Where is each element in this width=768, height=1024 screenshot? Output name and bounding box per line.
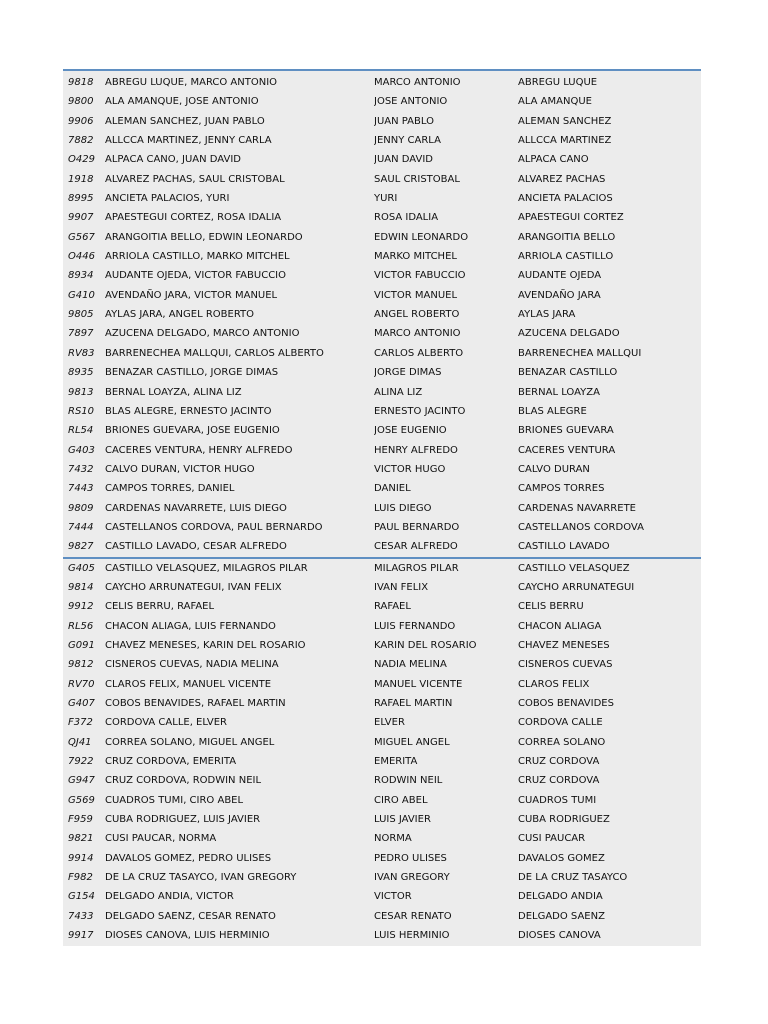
table-row xyxy=(63,733,701,752)
row-first-names: ALINA LIZ xyxy=(374,386,423,398)
row-full-name: CUADROS TUMI, CIRO ABEL xyxy=(105,794,244,806)
table-row xyxy=(63,675,701,694)
row-last-names: APAESTEGUI CORTEZ xyxy=(518,212,624,224)
row-last-names: ALVAREZ PACHAS xyxy=(518,173,606,185)
roster-table xyxy=(63,73,701,945)
row-full-name: ALA AMANQUE, JOSE ANTONIO xyxy=(105,96,259,108)
row-code: RV83 xyxy=(68,347,95,359)
row-code: 8935 xyxy=(68,367,94,379)
row-full-name: ANCIETA PALACIOS, YURI xyxy=(105,193,230,205)
row-last-names: DE LA CRUZ TASAYCO xyxy=(518,872,628,884)
row-last-names: ARRIOLA CASTILLO xyxy=(518,251,614,263)
row-first-names: NADIA MELINA xyxy=(374,659,447,671)
row-last-names: CASTELLANOS CORDOVA xyxy=(518,521,644,533)
row-code: 9813 xyxy=(68,386,94,398)
row-last-names: BLAS ALEGRE xyxy=(518,405,587,417)
table-row xyxy=(63,73,701,92)
row-last-names: CUBA RODRIGUEZ xyxy=(518,814,610,826)
row-code: G154 xyxy=(68,891,95,903)
table-row xyxy=(63,752,701,771)
table-row xyxy=(63,713,701,732)
row-full-name: CALVO DURAN, VICTOR HUGO xyxy=(105,463,255,475)
table-row xyxy=(63,907,701,926)
row-full-name: CLAROS FELIX, MANUEL VICENTE xyxy=(105,678,272,690)
row-code: QJ41 xyxy=(68,736,92,748)
table-row xyxy=(63,829,701,848)
row-first-names: EMERITA xyxy=(374,756,418,768)
row-code: G405 xyxy=(68,562,95,574)
table-row xyxy=(63,247,701,266)
row-full-name: AVENDAÑO JARA, VICTOR MANUEL xyxy=(105,289,278,301)
row-last-names: BERNAL LOAYZA xyxy=(518,386,600,398)
row-first-names: RAFAEL MARTIN xyxy=(374,698,453,709)
row-code: 9805 xyxy=(68,309,94,321)
table-row xyxy=(63,228,701,247)
row-last-names: ABREGU LUQUE xyxy=(518,77,598,88)
row-first-names: JOSE ANTONIO xyxy=(374,96,448,108)
table-row xyxy=(63,771,701,790)
row-first-names: LUIS HERMINIO xyxy=(374,930,450,942)
row-first-names: IVAN FELIX xyxy=(374,581,429,593)
row-code: 7433 xyxy=(68,910,94,922)
row-last-names: DIOSES CANOVA xyxy=(518,930,601,942)
row-full-name: ARANGOITIA BELLO, EDWIN LEONARDO xyxy=(105,231,303,243)
row-last-names: CELIS BERRU xyxy=(518,601,584,613)
row-code: RS10 xyxy=(68,405,95,417)
row-full-name: ALVAREZ PACHAS, SAUL CRISTOBAL xyxy=(105,173,285,185)
row-first-names: MANUEL VICENTE xyxy=(374,678,463,690)
row-first-names: CESAR RENATO xyxy=(374,910,452,922)
table-row xyxy=(63,131,701,150)
row-first-names: JOSE EUGENIO xyxy=(374,425,447,437)
row-code: 9912 xyxy=(68,601,94,613)
row-last-names: CASTILLO LAVADO xyxy=(518,541,610,553)
row-first-names: JUAN DAVID xyxy=(374,154,433,166)
row-full-name: CAYCHO ARRUNATEGUI, IVAN FELIX xyxy=(105,581,282,593)
row-first-names: ANGEL ROBERTO xyxy=(374,309,460,321)
row-first-names: RAFAEL xyxy=(374,601,411,613)
table-row xyxy=(63,791,701,810)
row-code: 9907 xyxy=(68,212,94,224)
row-first-names: VICTOR xyxy=(374,891,412,903)
row-last-names: ARANGOITIA BELLO xyxy=(518,231,616,243)
row-code: 9800 xyxy=(68,96,94,108)
row-code: 7443 xyxy=(68,483,94,495)
row-first-names: ERNESTO JACINTO xyxy=(374,405,466,417)
row-full-name: CASTELLANOS CORDOVA, PAUL BERNARDO xyxy=(105,521,323,533)
table-row xyxy=(63,636,701,655)
row-full-name: BENAZAR CASTILLO, JORGE DIMAS xyxy=(105,367,279,379)
row-last-names: CRUZ CORDOVA xyxy=(518,756,600,768)
row-last-names: AZUCENA DELGADO xyxy=(518,328,620,340)
row-code: G410 xyxy=(68,289,95,301)
table-row xyxy=(63,402,701,421)
table-row xyxy=(63,363,701,382)
row-first-names: SAUL CRISTOBAL xyxy=(374,173,460,185)
row-full-name: CHAVEZ MENESES, KARIN DEL ROSARIO xyxy=(105,639,306,651)
row-first-names: CESAR ALFREDO xyxy=(374,541,458,553)
row-last-names: ALPACA CANO xyxy=(518,154,589,166)
row-full-name: CELIS BERRU, RAFAEL xyxy=(105,601,215,613)
row-first-names: VICTOR HUGO xyxy=(374,463,446,475)
row-last-names: CORDOVA CALLE xyxy=(518,717,603,729)
row-code: 9818 xyxy=(68,77,94,88)
row-first-names: JENNY CARLA xyxy=(374,135,441,147)
table-row xyxy=(63,305,701,324)
table-row xyxy=(63,810,701,829)
row-last-names: CUSI PAUCAR xyxy=(518,833,586,845)
table-row xyxy=(63,868,701,887)
row-full-name: ARRIOLA CASTILLO, MARKO MITCHEL xyxy=(105,251,290,263)
row-last-names: BENAZAR CASTILLO xyxy=(518,367,618,379)
row-full-name: DE LA CRUZ TASAYCO, IVAN GREGORY xyxy=(105,872,297,884)
row-full-name: ABREGU LUQUE, MARCO ANTONIO xyxy=(105,77,278,88)
row-code: G569 xyxy=(68,794,95,806)
row-last-names: CLAROS FELIX xyxy=(518,678,590,690)
row-code: G947 xyxy=(68,775,95,787)
row-full-name: DELGADO SAENZ, CESAR RENATO xyxy=(105,910,276,922)
row-first-names: VICTOR FABUCCIO xyxy=(374,270,466,282)
row-full-name: BERNAL LOAYZA, ALINA LIZ xyxy=(105,386,242,398)
row-full-name: ALLCCA MARTINEZ, JENNY CARLA xyxy=(105,135,272,147)
row-code: RL54 xyxy=(68,425,94,437)
roster-sheet xyxy=(63,69,701,946)
row-first-names: JUAN PABLO xyxy=(374,115,434,127)
row-last-names: ANCIETA PALACIOS xyxy=(518,193,613,205)
row-code: 1918 xyxy=(68,173,94,185)
row-full-name: ALEMAN SANCHEZ, JUAN PABLO xyxy=(105,115,265,127)
table-row xyxy=(63,266,701,285)
row-last-names: CAYCHO ARRUNATEGUI xyxy=(518,581,635,593)
row-code: O429 xyxy=(68,154,95,166)
row-code: 7432 xyxy=(68,463,94,475)
row-first-names: LUIS DIEGO xyxy=(374,502,432,514)
row-code: F982 xyxy=(68,872,93,884)
row-last-names: CRUZ CORDOVA xyxy=(518,775,600,787)
row-full-name: CACERES VENTURA, HENRY ALFREDO xyxy=(105,444,293,456)
row-full-name: DIOSES CANOVA, LUIS HERMINIO xyxy=(105,930,270,942)
table-row xyxy=(63,694,701,713)
row-full-name: BLAS ALEGRE, ERNESTO JACINTO xyxy=(105,405,272,417)
row-first-names: CARLOS ALBERTO xyxy=(374,347,464,359)
row-last-names: ALA AMANQUE xyxy=(518,96,592,108)
row-code: 7897 xyxy=(68,328,94,340)
row-code: 7444 xyxy=(68,521,94,533)
row-last-names: BARRENECHEA MALLQUI xyxy=(518,347,642,359)
row-first-names: MIGUEL ANGEL xyxy=(374,736,450,748)
row-first-names: JORGE DIMAS xyxy=(374,367,442,379)
row-code: RV70 xyxy=(68,678,95,690)
row-first-names: PEDRO ULISES xyxy=(374,852,447,864)
row-last-names: DELGADO SAENZ xyxy=(518,910,605,922)
table-row xyxy=(63,849,701,868)
row-first-names: MARCO ANTONIO xyxy=(374,77,461,88)
row-last-names: CALVO DURAN xyxy=(518,463,590,475)
row-first-names: RODWIN NEIL xyxy=(374,775,443,787)
row-full-name: APAESTEGUI CORTEZ, ROSA IDALIA xyxy=(105,212,282,224)
row-last-names: CAMPOS TORRES xyxy=(518,483,605,495)
table-row xyxy=(63,926,701,945)
row-first-names: CIRO ABEL xyxy=(374,794,428,806)
row-full-name: CORREA SOLANO, MIGUEL ANGEL xyxy=(105,736,275,748)
row-code: 9821 xyxy=(68,833,94,845)
row-last-names: CHACON ALIAGA xyxy=(518,620,602,632)
table-row xyxy=(63,559,701,578)
row-first-names: LUIS FERNANDO xyxy=(374,620,456,632)
row-last-names: ALEMAN SANCHEZ xyxy=(518,115,612,127)
row-full-name: CAMPOS TORRES, DANIEL xyxy=(105,483,235,495)
table-row xyxy=(63,92,701,111)
row-code: 9809 xyxy=(68,502,94,514)
row-full-name: DAVALOS GOMEZ, PEDRO ULISES xyxy=(105,852,272,864)
row-last-names: AYLAS JARA xyxy=(518,309,576,321)
table-row xyxy=(63,112,701,131)
row-full-name: AYLAS JARA, ANGEL ROBERTO xyxy=(105,309,255,321)
table-row xyxy=(63,655,701,674)
row-code: G407 xyxy=(68,698,95,709)
row-code: 9827 xyxy=(68,541,94,553)
row-full-name: CASTILLO LAVADO, CESAR ALFREDO xyxy=(105,541,287,553)
row-first-names: LUIS JAVIER xyxy=(374,814,431,826)
row-full-name: CRUZ CORDOVA, RODWIN NEIL xyxy=(105,775,262,787)
row-code: 9914 xyxy=(68,852,94,864)
row-full-name: CRUZ CORDOVA, EMERITA xyxy=(105,756,237,768)
row-full-name: DELGADO ANDIA, VICTOR xyxy=(105,891,234,903)
table-row xyxy=(63,499,701,518)
row-code: 7922 xyxy=(68,756,94,768)
row-code: F959 xyxy=(68,814,93,826)
table-row xyxy=(63,597,701,616)
row-last-names: AUDANTE OJEDA xyxy=(518,270,602,282)
row-last-names: COBOS BENAVIDES xyxy=(518,698,614,709)
row-code: 9917 xyxy=(68,930,94,942)
table-row xyxy=(63,537,701,558)
row-code: F372 xyxy=(68,717,93,729)
row-last-names: DELGADO ANDIA xyxy=(518,891,603,903)
row-code: G567 xyxy=(68,231,95,243)
row-code: 9812 xyxy=(68,659,94,671)
row-full-name: CARDENAS NAVARRETE, LUIS DIEGO xyxy=(105,502,287,514)
table-row xyxy=(63,887,701,906)
row-code: G091 xyxy=(68,639,95,651)
row-full-name: CUSI PAUCAR, NORMA xyxy=(105,833,217,845)
row-code: 8934 xyxy=(68,270,94,282)
row-code: 8995 xyxy=(68,193,94,205)
row-first-names: IVAN GREGORY xyxy=(374,872,450,884)
row-last-names: ALLCCA MARTINEZ xyxy=(518,135,612,147)
row-full-name: CISNEROS CUEVAS, NADIA MELINA xyxy=(105,659,279,671)
row-last-names: BRIONES GUEVARA xyxy=(518,425,614,437)
row-last-names: DAVALOS GOMEZ xyxy=(518,852,605,864)
row-code: O446 xyxy=(68,251,95,263)
row-first-names: HENRY ALFREDO xyxy=(374,444,458,456)
row-full-name: CASTILLO VELASQUEZ, MILAGROS PILAR xyxy=(105,562,308,574)
table-row xyxy=(63,441,701,460)
row-code: 9814 xyxy=(68,581,94,593)
row-code: G403 xyxy=(68,444,95,456)
row-code: 7882 xyxy=(68,135,94,147)
row-first-names: MARCO ANTONIO xyxy=(374,328,461,340)
row-first-names: EDWIN LEONARDO xyxy=(374,231,469,243)
row-first-names: PAUL BERNARDO xyxy=(374,521,460,533)
row-last-names: CORREA SOLANO xyxy=(518,736,606,748)
row-first-names: MARKO MITCHEL xyxy=(374,251,457,263)
row-full-name: AUDANTE OJEDA, VICTOR FABUCCIO xyxy=(105,270,286,282)
row-last-names: CHAVEZ MENESES xyxy=(518,639,610,651)
row-last-names: CUADROS TUMI xyxy=(518,794,597,806)
row-last-names: AVENDAÑO JARA xyxy=(518,289,601,301)
row-first-names: DANIEL xyxy=(374,483,411,495)
table-row xyxy=(63,479,701,498)
row-first-names: NORMA xyxy=(374,833,412,845)
row-first-names: ELVER xyxy=(374,717,405,729)
row-full-name: AZUCENA DELGADO, MARCO ANTONIO xyxy=(105,328,300,340)
table-row xyxy=(63,208,701,227)
row-first-names: MILAGROS PILAR xyxy=(374,562,459,574)
row-full-name: CHACON ALIAGA, LUIS FERNANDO xyxy=(105,620,276,632)
row-code: RL56 xyxy=(68,620,94,632)
row-first-names: KARIN DEL ROSARIO xyxy=(374,639,477,651)
table-row xyxy=(63,170,701,189)
row-full-name: BARRENECHEA MALLQUI, CARLOS ALBERTO xyxy=(105,347,324,359)
row-first-names: ROSA IDALIA xyxy=(374,212,439,224)
table-row xyxy=(63,617,701,636)
table-row xyxy=(63,460,701,479)
row-full-name: BRIONES GUEVARA, JOSE EUGENIO xyxy=(105,425,280,437)
table-row xyxy=(63,421,701,440)
row-full-name: ALPACA CANO, JUAN DAVID xyxy=(105,154,241,166)
row-last-names: CACERES VENTURA xyxy=(518,444,616,456)
table-row xyxy=(63,150,701,169)
row-code: 9906 xyxy=(68,115,94,127)
table-row xyxy=(63,344,701,363)
table-row xyxy=(63,518,701,537)
row-full-name: CUBA RODRIGUEZ, LUIS JAVIER xyxy=(105,814,261,826)
row-last-names: CARDENAS NAVARRETE xyxy=(518,502,637,514)
row-first-names: VICTOR MANUEL xyxy=(374,289,458,301)
row-last-names: CISNEROS CUEVAS xyxy=(518,659,613,671)
row-full-name: COBOS BENAVIDES, RAFAEL MARTIN xyxy=(105,698,286,709)
row-last-names: CASTILLO VELASQUEZ xyxy=(518,562,630,574)
table-row xyxy=(63,383,701,402)
table-row xyxy=(63,286,701,305)
row-first-names: YURI xyxy=(374,193,398,205)
row-full-name: CORDOVA CALLE, ELVER xyxy=(105,717,227,729)
table-row xyxy=(63,189,701,208)
table-row xyxy=(63,324,701,343)
table-row xyxy=(63,578,701,597)
